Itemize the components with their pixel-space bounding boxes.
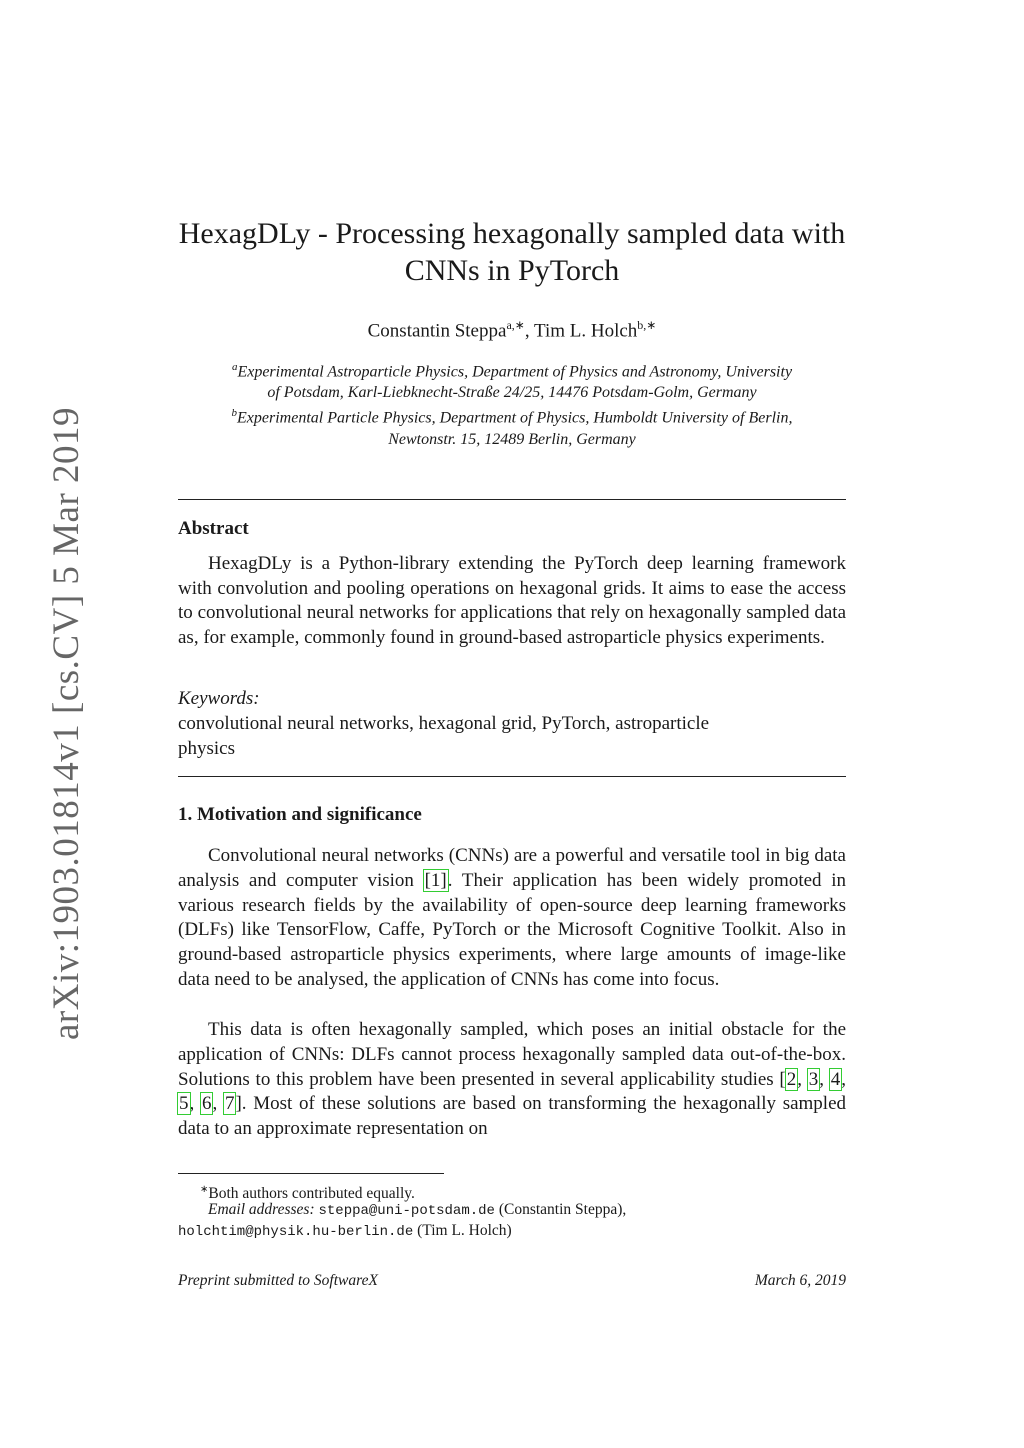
keywords-line-2: physics	[178, 737, 235, 759]
citation-link[interactable]: 6	[201, 1093, 212, 1115]
email-link[interactable]: holchtim@physik.hu-berlin.de	[178, 1224, 414, 1240]
title-line-2: CNNs in PyTorch	[404, 254, 620, 287]
paper-title	[130, 215, 894, 289]
section-heading: 1. Motivation and significance	[178, 804, 422, 825]
abstract-text: HexagDLy is a Python-library extending the PyTorch deep learning framework with convolution and pooling operations on hexagonal grids. It aims to ease the access to convolutional neural networks for applications that rely on hexagonally sampled data as, for example, commonly found in ground-based astroparticle physics experiments.	[178, 553, 846, 649]
abstract-bottom-rule	[178, 776, 846, 777]
affiliation-a	[178, 357, 846, 382]
footnote-emails	[178, 1200, 846, 1242]
citation-link[interactable]: 4	[830, 1068, 841, 1090]
affil-mark: a	[231, 361, 238, 373]
email-owner: (Constantin Steppa),	[498, 1201, 627, 1218]
author-name: Constantin Steppa	[367, 320, 507, 342]
author-affil-mark: b,∗	[637, 318, 657, 332]
citation-link[interactable]: 2	[786, 1068, 797, 1090]
affiliation-b	[178, 403, 846, 428]
keywords-line-1: convolutional neural networks, hexagonal grid, PyTorch, astroparticle	[178, 713, 710, 734]
email-label: Email addresses:	[208, 1201, 315, 1218]
footnote-mark: ∗	[200, 1184, 209, 1195]
citation-link[interactable]: 7	[224, 1093, 235, 1115]
citation-link[interactable]: 3	[808, 1068, 819, 1090]
abstract-heading: Abstract	[178, 518, 249, 539]
affil-text: Experimental Astroparticle Physics, Department of Physics and Astronomy, University	[237, 363, 793, 381]
footer-date: March 6, 2019	[754, 1272, 846, 1289]
affil-mark: b	[231, 407, 238, 420]
affiliations	[178, 357, 846, 450]
footer-preprint-note: Preprint submitted to SoftwareX	[178, 1272, 378, 1289]
paragraph-text: ]. Most of these solutions are based on transforming the hexagonally sampled data to an approximate representation on	[178, 1093, 847, 1140]
paragraph-text: . Their application has been widely promoted in various research fields by the availability of open-source deep learning frameworks (DLFs) like TensorFlow, Caffe, PyTorch or the Microsoft Cognitive Toolkit. Also in ground-based astroparticle physics experiments, where large amounts of image-like data need to be analysed, the application of CNNs has come into focus.	[178, 869, 847, 990]
affil-text: Experimental Particle Physics, Department of Physics, Humboldt University of Berlin,	[237, 409, 793, 427]
citation-link[interactable]: [1]	[424, 869, 447, 891]
paragraph-text: Convolutional neural networks (CNNs) are a powerful and versatile tool in big data analysis and computer vision	[178, 845, 846, 891]
citation-link[interactable]: 5	[179, 1093, 189, 1115]
author-separator: ,	[524, 320, 534, 342]
body-paragraph: This data is often hexagonally sampled, which poses an initial obstacle for the application of CNNs: DLFs cannot process hexagonally sampled data out-of-the-box. Solutions to this problem have been presented in several applicability studies [2, 3, 4, 5, 6, 7]. Most of these solutions are based on transforming the hexagonally sampled data to an approximate representation on	[178, 1019, 847, 1140]
arxiv-stamp: arXiv:1903.01814v1 [cs.CV] 5 Mar 2019	[46, 406, 87, 1040]
email-owner: (Tim L. Holch)	[417, 1222, 512, 1239]
footnote-rule	[178, 1173, 444, 1174]
author-list	[130, 318, 894, 342]
affiliation-a-cont: of Potsdam, Karl-Liebknecht-Straße 24/25, 14476 Potsdam-Golm, Germany	[267, 384, 757, 402]
email-link[interactable]: steppa@uni-potsdam.de	[318, 1203, 495, 1219]
affiliation-b-cont: Newtonstr. 15, 12489 Berlin, Germany	[388, 430, 636, 448]
paragraph-text: This data is often hexagonally sampled, which poses an initial obstacle for the application of CNNs: DLFs cannot process hexagonally sampled data out-of-the-box. Solutions to this problem have been presented in several applicability studies [	[178, 1019, 846, 1090]
keywords-list	[178, 712, 846, 761]
author-name: Tim L. Holch	[534, 320, 638, 342]
keywords-heading: Keywords:	[178, 688, 260, 709]
abstract-top-rule	[178, 499, 846, 500]
author-affil-mark: a,∗	[506, 318, 525, 332]
body-paragraph	[178, 844, 846, 993]
footnote-text: Both authors contributed equally.	[208, 1185, 415, 1203]
title-line-1: HexagDLy - Processing hexagonally sampled data with	[178, 217, 846, 250]
